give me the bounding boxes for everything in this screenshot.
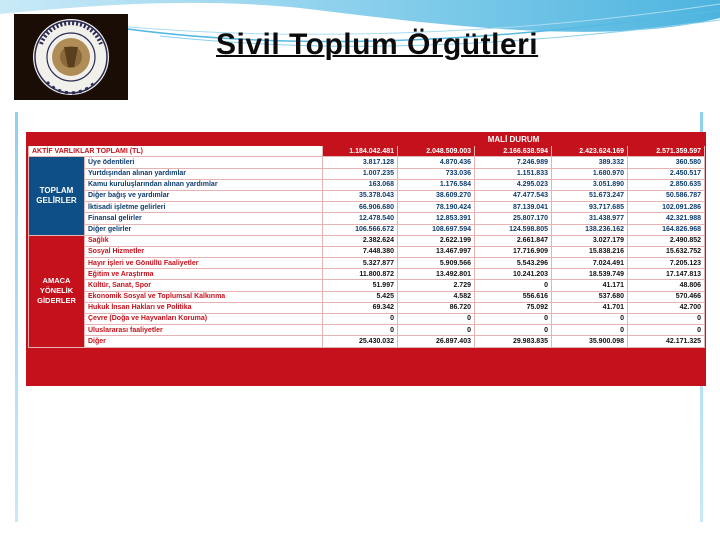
total-row-label: AKTİF VARLIKLAR TOPLAMI (TL)	[29, 146, 323, 157]
cell-value: 4.582	[398, 291, 475, 302]
cell-value: 18.539.749	[552, 269, 628, 280]
row-label: Yurtdışından alınan yardımlar	[85, 168, 323, 179]
cell-value: 87.139.041	[475, 202, 552, 213]
left-border-line	[15, 112, 18, 522]
row-label: Sosyal Hizmetler	[85, 246, 323, 257]
cell-value: 15.838.216	[552, 246, 628, 257]
cell-value: 42.321.988	[628, 213, 705, 224]
cell-value: 0	[398, 314, 475, 325]
cell-value: 66.906.680	[323, 202, 398, 213]
row-label: İktisadi işletme gelirleri	[85, 202, 323, 213]
cell-value: 0	[323, 314, 398, 325]
row-label: Kültür, Sanat, Spor	[85, 280, 323, 291]
cell-value: 50.586.787	[628, 190, 705, 201]
cell-value: 25.807.170	[475, 213, 552, 224]
cell-value: 4.870.436	[398, 157, 475, 168]
cell-value: 12.853.391	[398, 213, 475, 224]
total-value: 1.184.042.481	[323, 146, 398, 157]
table-row	[29, 302, 705, 313]
cell-value: 106.566.672	[323, 224, 398, 235]
cell-value: 47.477.543	[475, 190, 552, 201]
row-label: Diğer	[85, 336, 323, 347]
cell-value: 2.382.624	[323, 235, 398, 246]
cell-value: 1.680.970	[552, 168, 628, 179]
row-label: Hayır işleri ve Gönüllü Faaliyetler	[85, 258, 323, 269]
cell-value: 138.236.162	[552, 224, 628, 235]
table-row	[29, 314, 705, 325]
cell-value: 4.295.023	[475, 179, 552, 190]
cell-value: 0	[628, 325, 705, 336]
cell-value: 13.492.801	[398, 269, 475, 280]
cell-value: 0	[552, 325, 628, 336]
total-value: 2.423.624.169	[552, 146, 628, 157]
cell-value: 389.332	[552, 157, 628, 168]
table-row	[29, 246, 705, 257]
table-row	[29, 202, 705, 213]
table-row	[29, 291, 705, 302]
cell-value: 164.826.968	[628, 224, 705, 235]
cell-value: 25.430.032	[323, 336, 398, 347]
total-value: 2.571.359.597	[628, 146, 705, 157]
university-logo	[14, 14, 128, 100]
table-row	[29, 235, 705, 246]
row-label: Eğitim ve Araştırma	[85, 269, 323, 280]
table-row	[29, 179, 705, 190]
cell-value: 35.378.043	[323, 190, 398, 201]
row-label: Diğer gelirler	[85, 224, 323, 235]
cell-value: 17.147.813	[628, 269, 705, 280]
cell-value: 556.616	[475, 291, 552, 302]
table-row	[29, 224, 705, 235]
total-value: 2.166.638.594	[475, 146, 552, 157]
cell-value: 537.680	[552, 291, 628, 302]
cell-value: 12.478.540	[323, 213, 398, 224]
group-label: AMACA YÖNELİK GİDERLER	[29, 235, 85, 347]
cell-value: 0	[475, 325, 552, 336]
row-label: Hukuk İnsan Hakları ve Politika	[85, 302, 323, 313]
cell-value: 3.817.128	[323, 157, 398, 168]
cell-value: 11.800.872	[323, 269, 398, 280]
total-value: 2.048.509.003	[398, 146, 475, 157]
cell-value: 7.246.989	[475, 157, 552, 168]
table-row	[29, 336, 705, 347]
cell-value: 51.997	[323, 280, 398, 291]
cell-value: 41.171	[552, 280, 628, 291]
cell-value: 13.467.997	[398, 246, 475, 257]
cell-value: 0	[323, 325, 398, 336]
table-row	[29, 168, 705, 179]
row-label: Ekonomik Sosyal ve Toplumsal Kalkınma	[85, 291, 323, 302]
total-row	[29, 146, 705, 157]
group-label: TOPLAM GELİRLER	[29, 157, 85, 235]
table-row	[29, 269, 705, 280]
cell-value: 86.720	[398, 302, 475, 313]
cell-value: 1.176.584	[398, 179, 475, 190]
cell-value: 2.661.847	[475, 235, 552, 246]
cell-value: 78.190.424	[398, 202, 475, 213]
cell-value: 0	[398, 325, 475, 336]
table-row	[29, 157, 705, 168]
cell-value: 733.036	[398, 168, 475, 179]
cell-value: 360.580	[628, 157, 705, 168]
cell-value: 26.897.403	[398, 336, 475, 347]
cell-value: 0	[628, 314, 705, 325]
cell-value: 5.909.566	[398, 258, 475, 269]
cell-value: 31.438.977	[552, 213, 628, 224]
cell-value: 38.609.270	[398, 190, 475, 201]
cell-value: 5.425	[323, 291, 398, 302]
cell-value: 41.701	[552, 302, 628, 313]
table-row	[29, 325, 705, 336]
cell-value: 2.729	[398, 280, 475, 291]
cell-value: 0	[475, 314, 552, 325]
row-label: Uluslararası faaliyetler	[85, 325, 323, 336]
cell-value: 163.068	[323, 179, 398, 190]
cell-value: 0	[475, 280, 552, 291]
header-spacer	[29, 135, 323, 146]
cell-value: 35.900.098	[552, 336, 628, 347]
cell-value: 51.673.247	[552, 190, 628, 201]
cell-value: 7.448.380	[323, 246, 398, 257]
cell-value: 102.091.286	[628, 202, 705, 213]
cell-value: 7.205.123	[628, 258, 705, 269]
cell-value: 108.697.594	[398, 224, 475, 235]
cell-value: 2.622.199	[398, 235, 475, 246]
financial-table	[26, 132, 706, 386]
row-label: Çevre (Doğa ve Hayvanları Koruma)	[85, 314, 323, 325]
row-label: Diğer bağış ve yardımlar	[85, 190, 323, 201]
cell-value: 2.490.852	[628, 235, 705, 246]
table-header-row	[29, 135, 705, 146]
table-row	[29, 280, 705, 291]
cell-value: 570.466	[628, 291, 705, 302]
cell-value: 5.327.877	[323, 258, 398, 269]
cell-value: 15.632.752	[628, 246, 705, 257]
row-label: Finansal gelirler	[85, 213, 323, 224]
table-header: MALİ DURUM	[323, 135, 705, 146]
cell-value: 124.598.805	[475, 224, 552, 235]
cell-value: 75.092	[475, 302, 552, 313]
mali-durum-table	[28, 134, 705, 348]
cell-value: 17.716.909	[475, 246, 552, 257]
cell-value: 7.024.491	[552, 258, 628, 269]
cell-value: 1.151.833	[475, 168, 552, 179]
cell-value: 48.806	[628, 280, 705, 291]
cell-value: 42.171.325	[628, 336, 705, 347]
cell-value: 2.850.635	[628, 179, 705, 190]
row-label: Kamu kuruluşlarından alınan yardımlar	[85, 179, 323, 190]
row-label: Sağlık	[85, 235, 323, 246]
cell-value: 2.450.517	[628, 168, 705, 179]
cell-value: 29.983.835	[475, 336, 552, 347]
table-row	[29, 190, 705, 201]
cell-value: 93.717.685	[552, 202, 628, 213]
table-row	[29, 258, 705, 269]
row-label: Üye ödentileri	[85, 157, 323, 168]
cell-value: 3.027.179	[552, 235, 628, 246]
table-row	[29, 213, 705, 224]
page-title: Sivil Toplum Örgütleri	[216, 28, 539, 61]
cell-value: 0	[552, 314, 628, 325]
cell-value: 1.007.235	[323, 168, 398, 179]
cell-value: 10.241.203	[475, 269, 552, 280]
cell-value: 69.342	[323, 302, 398, 313]
cell-value: 5.543.296	[475, 258, 552, 269]
cell-value: 3.051.890	[552, 179, 628, 190]
cell-value: 42.700	[628, 302, 705, 313]
